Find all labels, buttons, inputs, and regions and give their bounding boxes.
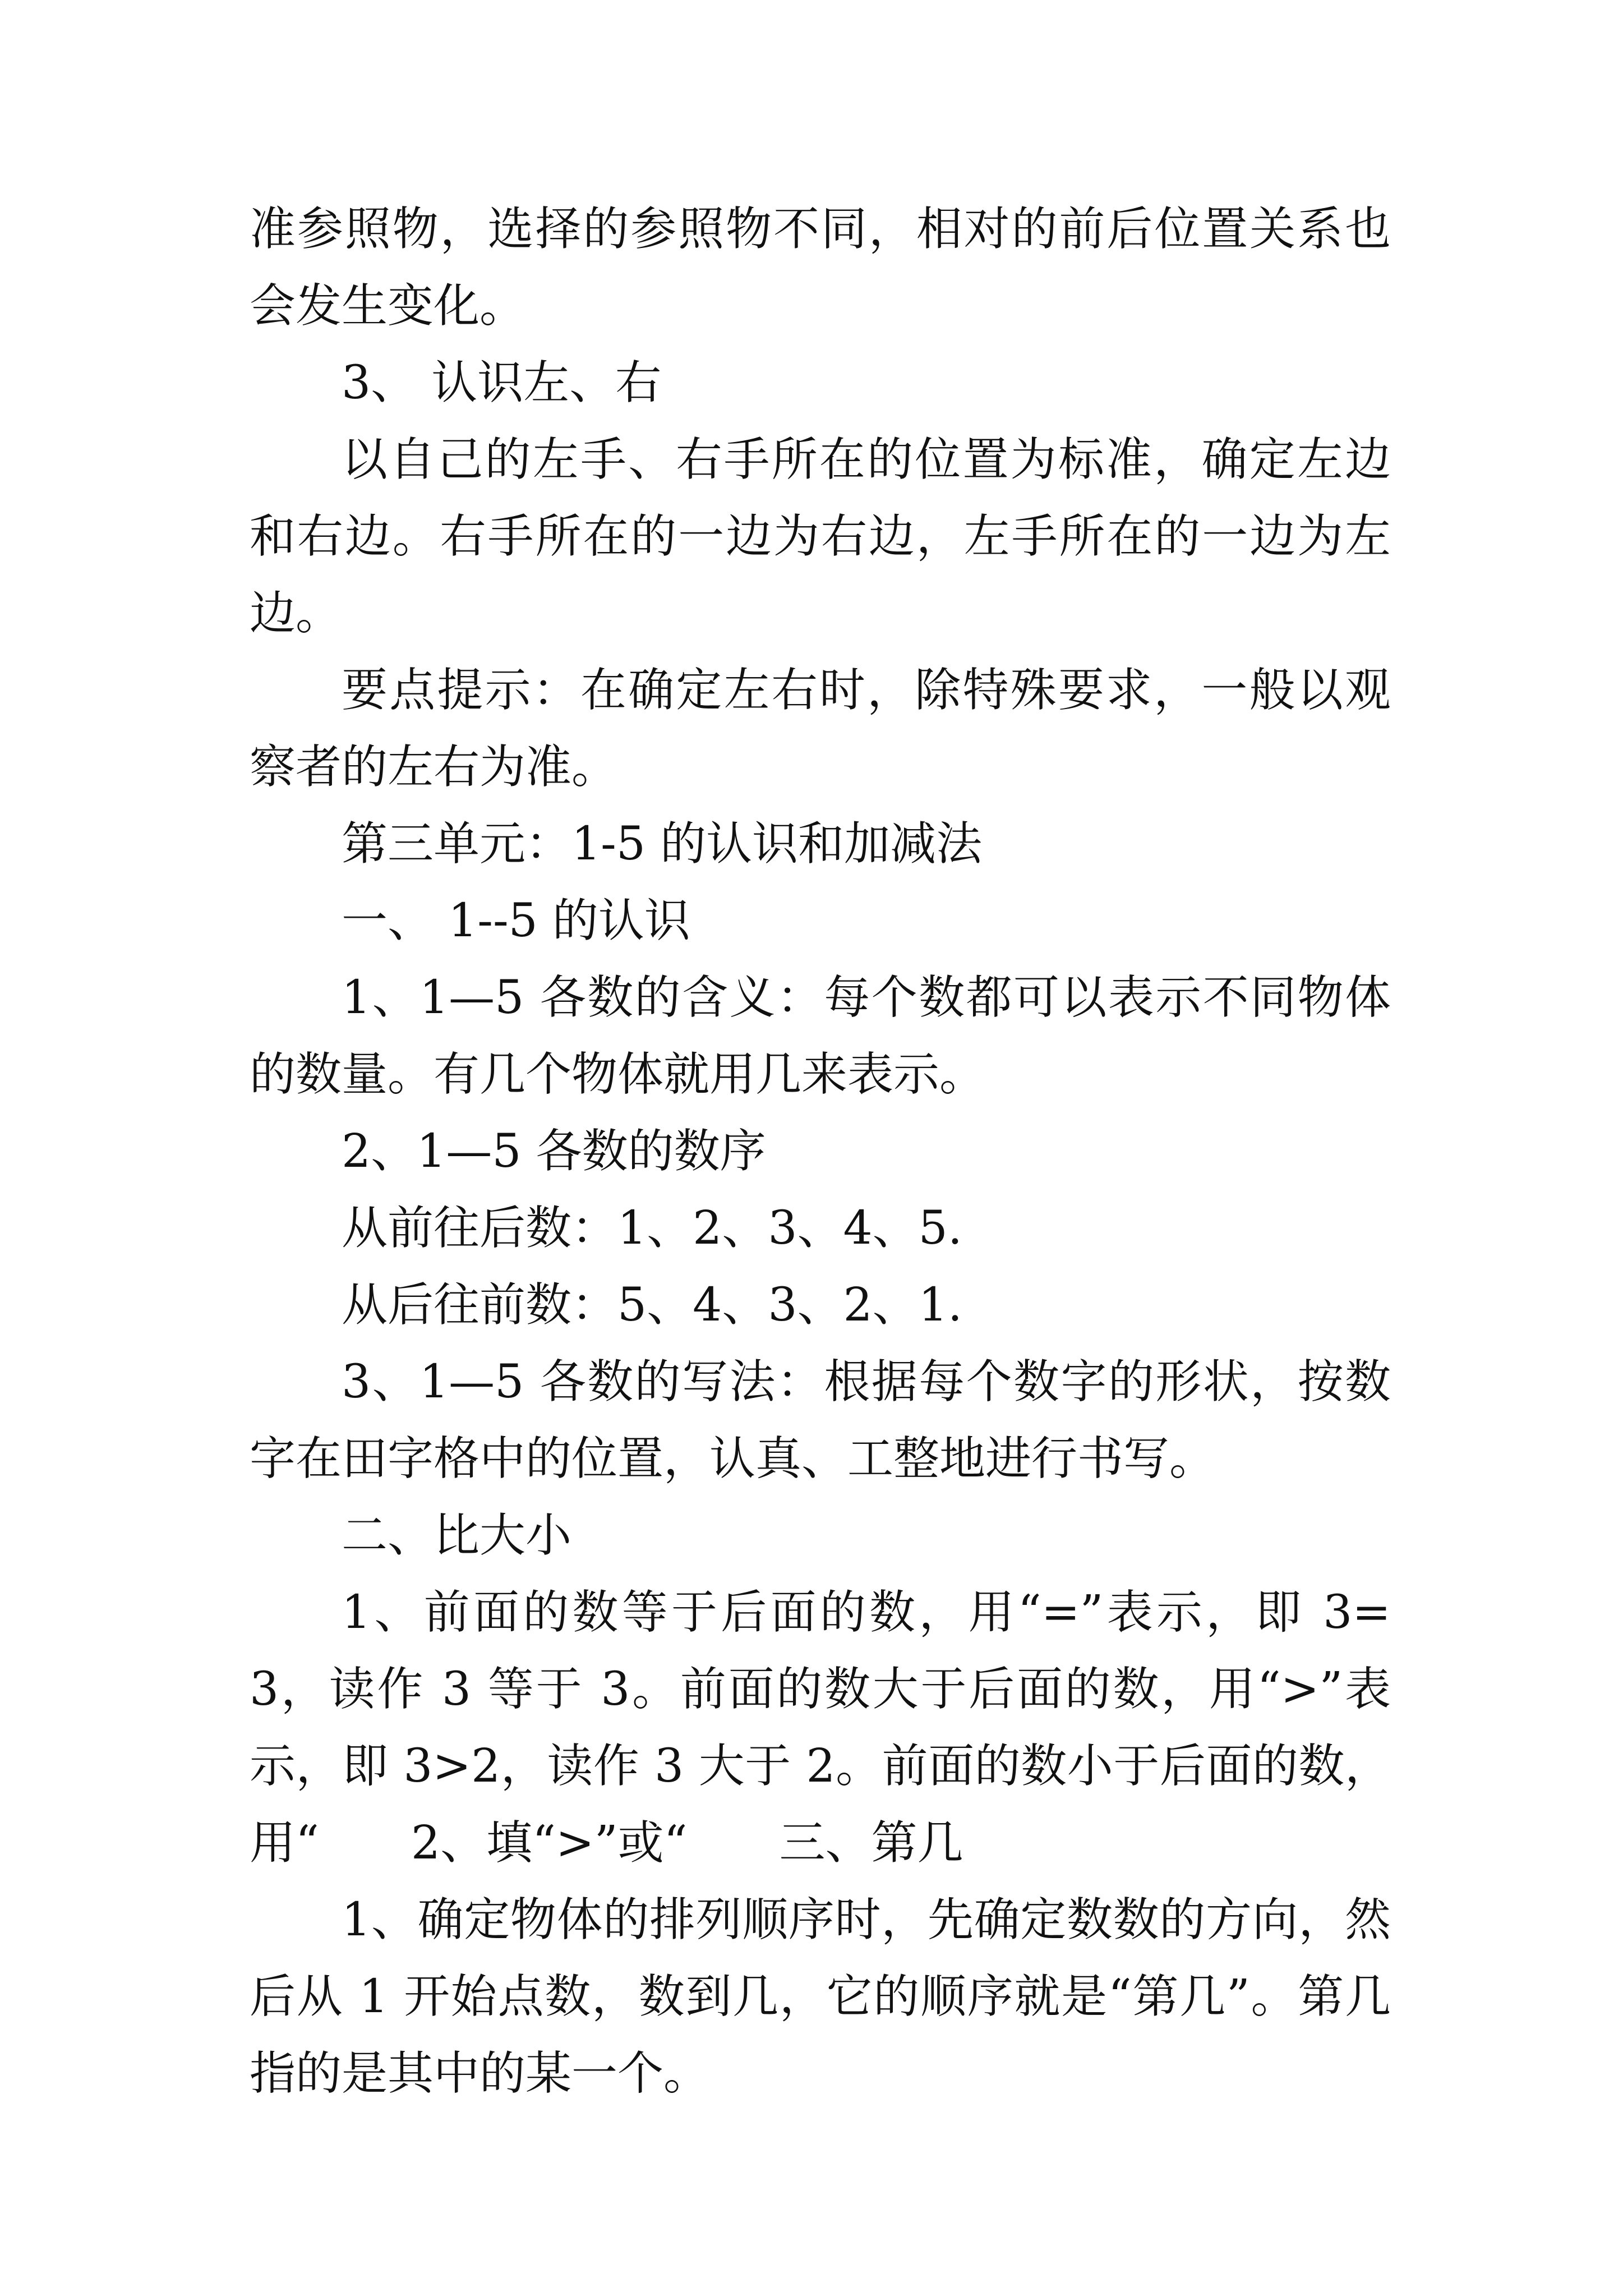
paragraph-writing-numbers: 3、1—5 各数的写法：根据每个数字的形状，按数字在田字格中的位置，认真、工整地进行书写。 xyxy=(250,1355,1391,1485)
paragraph-reference-object: 准参照物，选择的参照物不同，相对的前后位置关系也会发生变化。 xyxy=(250,203,1391,333)
paragraph-key-point: 要点提示：在确定左右时，除特殊要求，一般以观察者的左右为准。 xyxy=(250,664,1391,794)
heading-compare-size: 二、比大小 xyxy=(342,1509,572,1562)
paragraph-count-backward: 从后往前数：5、4、3、2、1. xyxy=(342,1278,962,1332)
paragraph-ordinal-position: 1、确定物体的排列顺序时，先确定数数的方向，然后从 1 开始点数，数到几，它的顺序就是“第几”。第几指的是其中的某一个。 xyxy=(250,1893,1391,2100)
heading-number-order: 2、1—5 各数的数序 xyxy=(342,1125,766,1178)
heading-section-one: 一、 1--5 的认识 xyxy=(342,894,690,947)
heading-unit-three: 第三单元：1-5 的认识和加减法 xyxy=(342,817,983,871)
paragraph-count-forward: 从前往后数：1、2、3、4、5. xyxy=(342,1202,962,1255)
heading-left-right: 3、 认识左、右 xyxy=(342,356,662,409)
paragraph-left-right-definition: 以自己的左手、右手所在的位置为标准，确定左边和右边。右手所在的一边为右边，左手所在的一边为左边。 xyxy=(250,433,1391,640)
paragraph-comparison-signs: 1、前面的数等于后面的数，用“=”表示，即 3=3，读作 3 等于 3。前面的数大于后面的数，用“>”表示，即 3>2，读作 3 大于 2。前面的数小于后面的数，用“ 2、填“>”或“ 三、第几 xyxy=(250,1586,1391,1870)
document-body xyxy=(250,191,1391,2112)
paragraph-number-meaning: 1、1—5 各数的含义：每个数都可以表示不同物体的数量。有几个物体就用几来表示。 xyxy=(250,971,1391,1101)
